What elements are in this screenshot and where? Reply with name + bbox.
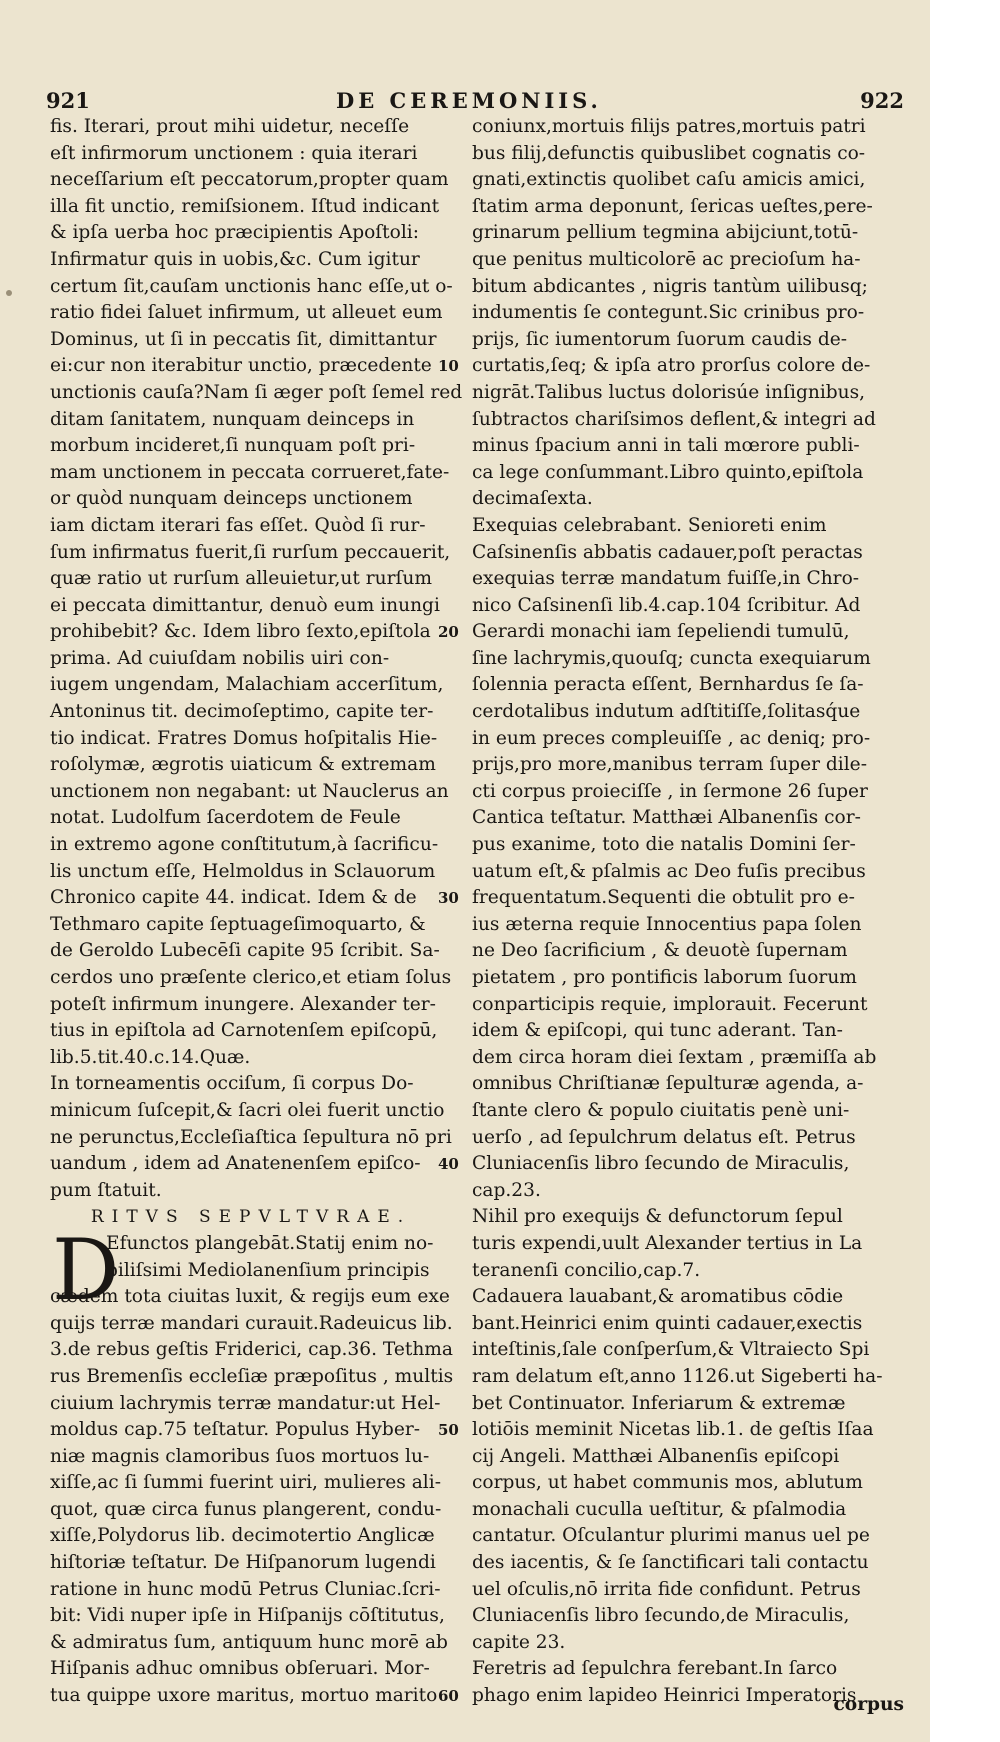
text-line: decimaſexta. [472,488,593,510]
text-line: ram delatum eſt,anno 1126.ut Sigeberti ha- [472,1365,883,1387]
text-line: rus Bremenſis eccleſiæ præpoſitus , multis [50,1365,454,1387]
text-line: tua quippe uxore maritus, mortuo marito [50,1685,438,1707]
text-line: des iacentis, & ſe ſanctificari tali contactu [472,1552,869,1574]
running-title: DE CEREMONIIS. [336,88,602,113]
text-line: lotiōis meminit Nicetas lib.1. de geſtis Iſaa [472,1419,874,1441]
text-line: niæ magnis clamoribus ſuos mortuos lu- [50,1445,430,1467]
text-line: bus filij,defunctis quibuslibet cognatis co- [472,142,866,164]
text-line: 3.de rebus geſtis Friderici, cap.36. Tethma [50,1339,454,1361]
text-line: cti corpus proieciſſe , in ſermone 26 ſuper [472,780,868,802]
left-column [50,114,463,1710]
text-line: neceſſarium eſt peccatorum,propter quam [50,169,449,191]
text-line: Nihil pro exequijs & defunctorum ſepul [472,1206,843,1228]
text-line: tio indicat. Fratres Domus hoſpitalis Hie- [50,727,438,749]
text-line: biliſsimi Mediolanenſium principis [106,1259,430,1281]
text-line: teranenſi concilio,cap.7. [472,1259,701,1281]
text-line: lis unctum eſſe, Helmoldus in Sclauorum [50,860,436,882]
text-line: ſtante clero & populo ciuitatis penè uni- [472,1099,850,1121]
page-number-left: 921 [46,88,90,113]
text-line: cij Angeli. Matthæi Albanenſis epiſcopi [472,1445,840,1467]
text-line: prohibebit? &c. Idem libro ſexto,epiſtola [50,621,431,643]
text-line: ei peccata dimittantur, denuò eum inungi [50,594,440,616]
text-line: iam dictam iterari fas eſſet. Quòd ſi rur- [50,514,426,536]
text-line: quot, quæ circa funus plangerent, condu- [50,1498,442,1520]
text-line: conparticipis requie, implorauit. Fecerunt [472,993,868,1015]
text-line: nico Caſsinenſi lib.4.cap.104 ſcribitur. Ad [472,594,861,616]
text-line: ca lege conſummant.Libro quinto,epiſtola [472,461,864,483]
text-line: corpus, ut habet communis mos, ablutum [472,1472,863,1494]
line-number: 60 [438,1687,459,1706]
text-line: ciuium lachrymis terræ mandatur:ut Hel- [50,1392,441,1414]
line-number: 20 [438,623,459,642]
text-line: & admiratus ſum, antiquum hunc morē ab [50,1631,448,1653]
text-line: xiſſe,Polydorus lib. decimotertio Anglicæ [50,1525,435,1547]
text-line: idem & epiſcopi, qui tunc aderant. Tan- [472,1020,843,1042]
text-line: hiſtoriæ teſtatur. De Hiſpanorum lugendi [50,1552,436,1574]
text-line: quijs terræ mandari curauit.Radeuicus lib. [50,1312,453,1334]
text-line: Hiſpanis adhuc omnibus obſeruari. Mor- [50,1658,430,1680]
text-line: prima. Ad cuiuſdam nobilis uiri con- [50,647,390,669]
text-line: roſolymæ, ægrotis uiaticum & extremam [50,754,436,776]
scan-margin [930,0,1000,1742]
right-column [472,114,904,1710]
text-line: ditam ſanitatem, nunquam deinceps in [50,408,415,430]
catchword: corpus [833,1694,904,1715]
text-line: In torneamentis occiſum, ſi corpus Do- [50,1073,414,1095]
text-line: Caſsinenſis abbatis cadauer,poſt peractas [472,541,863,563]
text-line: bitum abdicantes , nigris tantùm uilibusq; [472,275,868,297]
line-number: 40 [438,1155,459,1174]
text-line: in eum preces compleuiſſe , ac deniq; pro- [472,727,871,749]
text-line: pum ſtatuit. [50,1179,162,1201]
text-line: Feretris ad ſepulchra ferebant.In ſarco [472,1658,838,1680]
text-line: prijs, ſic iumentorum ſuorum caudis de- [472,328,848,350]
text-line: unctionem non negabant: ut Nauclerus an [50,780,449,802]
text-line: cap.23. [472,1179,541,1201]
text-line: curtatis,ſeq; & ipſa atro prorſus colore de- [472,355,871,377]
text-line: dem circa horam diei ſextam , præmiſſa ab [472,1046,877,1068]
text-line: Antoninus tit. decimoſeptimo, capite ter- [50,701,434,723]
text-line: uel oſculis,nō irrita fide confidunt. Petrus [472,1578,861,1600]
text-line: in extremo agone conſtitutum,à ſacrificu- [50,834,439,856]
text-line: lib.5.tit.40.c.14.Quæ. [50,1046,251,1068]
text-line: Cantica teſtatur. Matthæi Albanenſis cor- [472,807,861,829]
text-line: cædem tota ciuitas luxit, & regijs eum exe [50,1286,450,1308]
text-line: uandum , idem ad Anatenenſem epiſco- [50,1153,421,1175]
text-line: Infirmatur quis in uobis,&c. Cum igitur [50,248,420,270]
text-line: cerdos uno præſente clerico,et etiam ſolus [50,967,452,988]
text-line: Chronico capite 44. indicat. Idem & de [50,887,417,909]
text-line: illa fit unctio, remiſsionem. Iſtud indicant [50,195,440,217]
line-number: 50 [438,1421,459,1440]
text-line: indumentis ſe contegunt.Sic crinibus pro- [472,302,865,324]
line-number: 30 [438,889,459,908]
text-line: ratio fidei ſaluet infirmum, ut alleuet eum [50,302,443,324]
line-number: 10 [438,357,459,376]
section-heading: RITVS SEPVLTVRAE. [90,1207,412,1228]
text-line: ratione in hunc modū Petrus Cluniac.ſcri- [50,1578,441,1600]
text-line: quæ ratio ut rurſum alleuietur,ut rurſum [50,568,432,590]
text-line: ſolennia peracta eſſent, Bernhardus ſe ſa- [472,674,864,696]
text-line: uerſo , ad ſepulchrum delatus eſt. Petrus [472,1126,856,1148]
text-line: phago enim lapideo Heinrici Imperatoris [472,1685,857,1707]
text-line: unctionis cauſa?Nam ſi æger poſt ſemel red [50,381,463,403]
text-line: cerdotalibus indutum adſtitiſſe,ſolitasq́ue [472,701,861,723]
text-line: turis expendi,uult Alexander tertius in La [472,1232,863,1254]
text-line: Exequias celebrabant. Senioreti enim [472,514,827,536]
text-line: que penitus multicolorē ac precioſum ha- [472,248,861,270]
text-line: coniunx,mortuis filijs patres,mortuis patri [472,116,866,137]
text-line: notat. Ludolfum ſacerdotem de Feule [50,807,401,829]
text-line: uatum eſt,& pſalmis ac Deo fuſis precibus [472,860,866,882]
text-line: Dominus, ut ſi in peccatis ſit, dimittantur [50,328,437,350]
ink-spot [6,290,12,296]
text-line: morbum incideret,ſi nunquam poſt pri- [50,435,416,457]
text-line: certum ſit,cauſam unctionis hanc eſſe,ut o- [50,275,453,297]
text-line: monachali cuculla ueſtitur, & pſalmodia [472,1498,847,1520]
text-line: pus exanime, toto die natalis Domini ſer- [472,834,856,856]
text-line: moldus cap.75 teſtatur. Populus Hyber- [50,1419,421,1441]
text-line: ei:cur non iterabitur unctio, præcedente [50,355,432,377]
text-line: iugem ungendam, Malachiam accerſitum, [50,674,444,696]
text-line: tius in epiſtola ad Carnotenſem epiſcopū, [50,1020,438,1042]
text-line: de Geroldo Lubecēſi capite 95 ſcribit. Sa- [50,940,440,962]
text-line: grinarum pellium tegmina abijciunt,totū- [472,222,859,244]
text-line: ne Deo ſacrificium , & deuotè ſupernam [472,940,848,962]
text-line: Efunctos plangebāt.Statij enim no- [106,1232,434,1254]
text-line: cantatur. Oſculantur plurimi manus uel pe [472,1525,870,1547]
text-line: Cluniacenſis libro ſecundo de Miraculis, [472,1153,850,1175]
text-line: ſine lachrymis,quouſq; cuncta exequiarum [472,647,871,669]
text-line: ſum infirmatus fuerit,ſi rurſum peccauerit, [50,541,451,563]
text-line: Cadauera lauabant,& aromatibus cōdie [472,1286,844,1308]
text-line: eſt infirmorum unctionem : quia iterari [50,142,418,164]
margin-line-numbers [438,114,468,1736]
text-line: prijs,pro more,manibus terram ſuper dile- [472,754,867,776]
text-line: & ipſa uerba hoc præcipientis Apoſtoli: [50,222,420,244]
text-line: Gerardi monachi iam ſepeliendi tumulū, [472,621,850,643]
text-line: frequentatum.Sequenti die obtulit pro e- [472,887,855,909]
text-line: or quòd nunquam deinceps unctionem [50,488,413,510]
text-line: Cluniacenſis libro ſecundo,de Miraculis, [472,1605,850,1627]
dropcap-letter: D [52,1220,120,1319]
text-line: fis. Iterari, prout mihi uidetur, neceſſe [50,116,410,137]
text-line: bet Continuator. Inferiarum & extremæ [472,1392,846,1414]
text-line: Tethmaro capite ſeptuageſimoquarto, & [50,913,426,935]
text-line: mam unctionem in peccata corrueret,fate- [50,461,450,483]
text-line: minicum ſuſcepit,& ſacri olei fuerit unctio [50,1099,445,1121]
text-line: bant.Heinrici enim quinti cadauer,exectis [472,1312,863,1334]
text-line: inteſtinis,ſale conſperſum,& Vltraiecto Spi [472,1339,870,1361]
text-line: omnibus Chriſtianæ ſepulturæ agenda, a- [472,1073,864,1095]
text-line: xiſſe,ac ſi ſummi fuerint uiri, mulieres ali- [50,1472,441,1494]
text-line: bit: Vidi nuper ipſe in Hiſpanijs cōſtitutus, [50,1605,445,1627]
text-line: pietatem , pro pontificis laborum ſuorum [472,967,857,988]
text-line: nigrāt.Talibus luctus dolorisúe inſignibus, [472,381,866,403]
text-line: ſtatim arma deponunt, ſericas ueſtes,pere- [472,195,873,217]
text-line: minus ſpacium anni in tali mœrore publi- [472,435,860,457]
text-line: exequias terræ mandatum fuiſſe,in Chro- [472,568,860,590]
text-line: capite 23. [472,1631,566,1653]
text-line: poteſt infirmum inungere. Alexander ter- [50,993,436,1015]
text-line: ſubtractos chariſsimos deflent,& integri ad [472,408,876,430]
page-number-right: 922 [860,88,904,113]
text-line: ius æterna requie Innocentius papa ſolen [472,913,862,935]
text-line: gnati,extinctis quolibet caſu amicis amici, [472,169,866,191]
text-line: ne perunctus,Eccleſiaſtica ſepultura nō pri [50,1126,452,1148]
